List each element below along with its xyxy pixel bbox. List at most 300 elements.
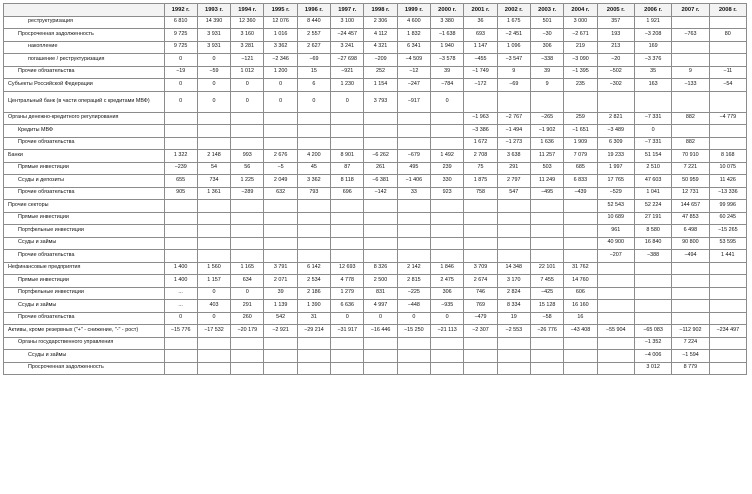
- table-row: [4, 41, 747, 54]
- value-cell: 1 492: [431, 150, 464, 163]
- value-cell: −121: [231, 54, 264, 67]
- value-cell: [164, 112, 197, 125]
- value-cell: [634, 300, 671, 313]
- value-cell: [497, 212, 530, 225]
- value-cell: 2 815: [397, 275, 430, 288]
- value-cell: 291: [231, 300, 264, 313]
- value-cell: −679: [397, 150, 430, 163]
- value-cell: [197, 237, 230, 250]
- value-cell: [597, 362, 634, 375]
- value-cell: 0: [231, 287, 264, 300]
- value-cell: [672, 54, 709, 67]
- value-cell: −1 902: [530, 125, 563, 138]
- value-cell: 0: [264, 79, 297, 92]
- value-cell: [709, 350, 746, 363]
- value-cell: [197, 362, 230, 375]
- value-cell: [709, 125, 746, 138]
- value-cell: −27 698: [331, 54, 364, 67]
- value-cell: −494: [672, 250, 709, 263]
- value-cell: [431, 350, 464, 363]
- value-cell: 11 257: [530, 150, 563, 163]
- value-cell: −2 451: [497, 29, 530, 42]
- value-cell: [497, 250, 530, 263]
- value-cell: [597, 275, 634, 288]
- table-row: [4, 162, 747, 175]
- value-cell: 758: [464, 187, 497, 200]
- value-cell: [597, 262, 634, 275]
- value-cell: [264, 125, 297, 138]
- table-row: [4, 150, 747, 163]
- value-cell: [331, 137, 364, 150]
- value-cell: [672, 91, 709, 112]
- value-cell: [530, 225, 563, 238]
- value-cell: [397, 350, 430, 363]
- report-table-container: [3, 3, 747, 375]
- year-column-header: 1993 г.: [197, 4, 230, 17]
- value-cell: 1 636: [530, 137, 563, 150]
- value-cell: 31 762: [564, 262, 597, 275]
- value-cell: 547: [497, 187, 530, 200]
- value-cell: −1 749: [464, 66, 497, 79]
- row-label: погашение / реструктуризация: [4, 54, 165, 67]
- value-cell: [397, 200, 430, 213]
- value-cell: 793: [297, 187, 330, 200]
- value-cell: −4 006: [634, 350, 671, 363]
- value-cell: [331, 112, 364, 125]
- value-cell: 6 810: [164, 16, 197, 29]
- value-cell: [431, 137, 464, 150]
- value-cell: −30: [530, 29, 563, 42]
- value-cell: [164, 337, 197, 350]
- value-cell: [497, 350, 530, 363]
- table-row: [4, 362, 747, 375]
- row-label: Ссуды и займы: [4, 350, 165, 363]
- value-cell: [164, 125, 197, 138]
- value-cell: [264, 212, 297, 225]
- value-cell: 47 603: [634, 175, 671, 188]
- value-cell: [264, 225, 297, 238]
- value-cell: 1 441: [709, 250, 746, 263]
- value-cell: 0: [231, 79, 264, 92]
- value-cell: 19: [497, 312, 530, 325]
- value-cell: −11: [709, 66, 746, 79]
- value-cell: [464, 337, 497, 350]
- row-label: Органы государственного управления: [4, 337, 165, 350]
- value-cell: [464, 91, 497, 112]
- value-cell: [364, 200, 397, 213]
- year-column-header: 1999 г.: [397, 4, 430, 17]
- value-cell: 8 326: [364, 262, 397, 275]
- value-cell: [364, 125, 397, 138]
- balance-of-payments-table: [3, 3, 747, 375]
- value-cell: [464, 212, 497, 225]
- value-cell: 235: [564, 79, 597, 92]
- value-cell: 1 909: [564, 137, 597, 150]
- value-cell: 3 709: [464, 262, 497, 275]
- year-column-header: 2002 г.: [497, 4, 530, 17]
- value-cell: 16 840: [634, 237, 671, 250]
- value-cell: 39: [264, 287, 297, 300]
- value-cell: [197, 200, 230, 213]
- value-cell: 9: [672, 66, 709, 79]
- value-cell: −12: [397, 66, 430, 79]
- value-cell: [497, 337, 530, 350]
- value-cell: −917: [397, 91, 430, 112]
- value-cell: [431, 362, 464, 375]
- value-cell: [597, 300, 634, 313]
- row-label: Органы денежно-кредитного регулирования: [4, 112, 165, 125]
- value-cell: −209: [364, 54, 397, 67]
- value-cell: 4 778: [331, 275, 364, 288]
- value-cell: [197, 112, 230, 125]
- row-label: Прямые инвестиции: [4, 212, 165, 225]
- value-cell: 696: [331, 187, 364, 200]
- value-cell: 52 543: [597, 200, 634, 213]
- value-cell: 0: [164, 91, 197, 112]
- value-cell: 39: [431, 66, 464, 79]
- value-cell: [397, 112, 430, 125]
- value-cell: 3 638: [497, 150, 530, 163]
- value-cell: 734: [197, 175, 230, 188]
- value-cell: 1 230: [331, 79, 364, 92]
- value-cell: [709, 54, 746, 67]
- value-cell: 3 170: [497, 275, 530, 288]
- value-cell: −225: [397, 287, 430, 300]
- value-cell: 39: [530, 66, 563, 79]
- value-cell: [672, 125, 709, 138]
- value-cell: −234 497: [709, 325, 746, 338]
- value-cell: 2 708: [464, 150, 497, 163]
- value-cell: −784: [431, 79, 464, 92]
- value-cell: [264, 237, 297, 250]
- value-cell: [231, 125, 264, 138]
- value-cell: [331, 125, 364, 138]
- value-cell: 1 832: [397, 29, 430, 42]
- value-cell: 193: [597, 29, 634, 42]
- table-row: [4, 112, 747, 125]
- value-cell: 9: [497, 66, 530, 79]
- value-cell: 1 279: [331, 287, 364, 300]
- value-cell: −6 381: [364, 175, 397, 188]
- value-cell: 87: [331, 162, 364, 175]
- value-cell: [264, 250, 297, 263]
- value-cell: 12 360: [231, 16, 264, 29]
- value-cell: [709, 16, 746, 29]
- value-cell: ...: [164, 300, 197, 313]
- value-cell: [672, 262, 709, 275]
- value-cell: [634, 287, 671, 300]
- value-cell: −26 776: [530, 325, 563, 338]
- value-cell: 3 380: [431, 16, 464, 29]
- value-cell: [597, 287, 634, 300]
- value-cell: −338: [530, 54, 563, 67]
- value-cell: 60 245: [709, 212, 746, 225]
- value-cell: [431, 225, 464, 238]
- value-cell: −1 395: [564, 66, 597, 79]
- table-row: [4, 262, 747, 275]
- value-cell: 50 959: [672, 175, 709, 188]
- value-cell: [564, 350, 597, 363]
- value-cell: 1 846: [431, 262, 464, 275]
- table-row: [4, 91, 747, 112]
- value-cell: 993: [231, 150, 264, 163]
- table-row: [4, 237, 747, 250]
- value-cell: 261: [364, 162, 397, 175]
- value-cell: 52 224: [634, 200, 671, 213]
- value-cell: 3 791: [264, 262, 297, 275]
- value-cell: [709, 262, 746, 275]
- value-cell: 1 875: [464, 175, 497, 188]
- value-cell: −1 651: [564, 125, 597, 138]
- value-cell: [364, 337, 397, 350]
- value-cell: 2 306: [364, 16, 397, 29]
- value-cell: −239: [164, 162, 197, 175]
- value-cell: 3 000: [564, 16, 597, 29]
- value-cell: [564, 200, 597, 213]
- value-cell: [331, 200, 364, 213]
- value-cell: −112 902: [672, 325, 709, 338]
- value-cell: [564, 212, 597, 225]
- value-cell: 542: [264, 312, 297, 325]
- value-cell: −425: [530, 287, 563, 300]
- table-row: [4, 16, 747, 29]
- value-cell: [264, 350, 297, 363]
- value-cell: 7 224: [672, 337, 709, 350]
- value-cell: 2 148: [197, 150, 230, 163]
- value-cell: 90 800: [672, 237, 709, 250]
- value-cell: 14 390: [197, 16, 230, 29]
- value-cell: 14 760: [564, 275, 597, 288]
- value-cell: 330: [431, 175, 464, 188]
- table-row: [4, 212, 747, 225]
- value-cell: [397, 137, 430, 150]
- value-cell: −763: [672, 29, 709, 42]
- value-cell: [672, 300, 709, 313]
- value-cell: [497, 225, 530, 238]
- value-cell: 2 500: [364, 275, 397, 288]
- value-cell: [597, 337, 634, 350]
- value-cell: [709, 337, 746, 350]
- value-cell: [264, 337, 297, 350]
- value-cell: 213: [597, 41, 634, 54]
- row-label: Портфельные инвестиции: [4, 287, 165, 300]
- value-cell: 8 168: [709, 150, 746, 163]
- value-cell: [164, 250, 197, 263]
- value-cell: 1 165: [231, 262, 264, 275]
- value-cell: [709, 300, 746, 313]
- row-label: Центральный банк (в части операций с кредитами МВФ): [4, 91, 165, 112]
- value-cell: [397, 337, 430, 350]
- value-cell: 693: [464, 29, 497, 42]
- value-cell: [164, 237, 197, 250]
- table-header-row: [4, 4, 747, 17]
- value-cell: −69: [297, 54, 330, 67]
- value-cell: [164, 212, 197, 225]
- row-label-header: [4, 4, 165, 17]
- value-cell: −21 113: [431, 325, 464, 338]
- value-cell: −3 090: [564, 54, 597, 67]
- table-row: [4, 187, 747, 200]
- value-cell: −2 921: [264, 325, 297, 338]
- value-cell: 882: [672, 112, 709, 125]
- value-cell: 259: [564, 112, 597, 125]
- value-cell: [564, 237, 597, 250]
- value-cell: −5: [264, 162, 297, 175]
- value-cell: [464, 225, 497, 238]
- value-cell: −54: [709, 79, 746, 92]
- value-cell: 4 997: [364, 300, 397, 313]
- value-cell: [331, 225, 364, 238]
- value-cell: 6 636: [331, 300, 364, 313]
- value-cell: [331, 250, 364, 263]
- value-cell: [530, 237, 563, 250]
- value-cell: −142: [364, 187, 397, 200]
- value-cell: [297, 125, 330, 138]
- row-label: Портфельные инвестиции: [4, 225, 165, 238]
- value-cell: [464, 362, 497, 375]
- value-cell: [197, 137, 230, 150]
- value-cell: 219: [564, 41, 597, 54]
- value-cell: 1 016: [264, 29, 297, 42]
- table-row: [4, 66, 747, 79]
- value-cell: [164, 225, 197, 238]
- value-cell: [297, 137, 330, 150]
- value-cell: 9 725: [164, 29, 197, 42]
- value-cell: [264, 112, 297, 125]
- value-cell: [231, 362, 264, 375]
- value-cell: 56: [231, 162, 264, 175]
- value-cell: [297, 337, 330, 350]
- value-cell: [530, 337, 563, 350]
- value-cell: [464, 200, 497, 213]
- value-cell: −265: [530, 112, 563, 125]
- row-label: Прочие обязательства: [4, 137, 165, 150]
- value-cell: 882: [672, 137, 709, 150]
- value-cell: 53 595: [709, 237, 746, 250]
- value-cell: 291: [497, 162, 530, 175]
- value-cell: 0: [164, 312, 197, 325]
- table-row: [4, 225, 747, 238]
- value-cell: −439: [564, 187, 597, 200]
- value-cell: 769: [464, 300, 497, 313]
- value-cell: 1 675: [497, 16, 530, 29]
- row-label: Ссуды и депозиты: [4, 175, 165, 188]
- value-cell: 0: [197, 312, 230, 325]
- value-cell: 35: [634, 66, 671, 79]
- value-cell: [634, 91, 671, 112]
- value-cell: 1 225: [231, 175, 264, 188]
- year-column-header: 2007 г.: [672, 4, 709, 17]
- row-label: Кредиты МВФ: [4, 125, 165, 138]
- value-cell: 634: [231, 275, 264, 288]
- value-cell: 45: [297, 162, 330, 175]
- value-cell: −3 386: [464, 125, 497, 138]
- value-cell: [497, 362, 530, 375]
- value-cell: [530, 250, 563, 263]
- year-column-header: 1998 г.: [364, 4, 397, 17]
- value-cell: 80: [709, 29, 746, 42]
- value-cell: [364, 250, 397, 263]
- value-cell: −4 779: [709, 112, 746, 125]
- value-cell: −2 767: [497, 112, 530, 125]
- value-cell: 11 249: [530, 175, 563, 188]
- value-cell: [231, 350, 264, 363]
- value-cell: [464, 237, 497, 250]
- value-cell: [397, 362, 430, 375]
- value-cell: [634, 312, 671, 325]
- value-cell: [231, 337, 264, 350]
- value-cell: [231, 225, 264, 238]
- value-cell: −59: [197, 66, 230, 79]
- row-label: Активы, кроме резервных ("+" - снижение, "-" - рост): [4, 325, 165, 338]
- value-cell: 1 997: [597, 162, 634, 175]
- value-cell: 2 676: [264, 150, 297, 163]
- value-cell: −388: [634, 250, 671, 263]
- table-row: [4, 287, 747, 300]
- value-cell: 4 200: [297, 150, 330, 163]
- value-cell: [297, 112, 330, 125]
- value-cell: [431, 200, 464, 213]
- value-cell: [364, 362, 397, 375]
- value-cell: −3 208: [634, 29, 671, 42]
- value-cell: [530, 350, 563, 363]
- value-cell: −448: [397, 300, 430, 313]
- value-cell: [564, 250, 597, 263]
- value-cell: [364, 212, 397, 225]
- value-cell: −6 262: [364, 150, 397, 163]
- value-cell: 0: [197, 79, 230, 92]
- value-cell: [164, 137, 197, 150]
- value-cell: 0: [297, 91, 330, 112]
- value-cell: −207: [597, 250, 634, 263]
- value-cell: 2 049: [264, 175, 297, 188]
- row-label: Нефинансовые предприятия: [4, 262, 165, 275]
- value-cell: 8 580: [634, 225, 671, 238]
- value-cell: 0: [164, 79, 197, 92]
- value-cell: −3 376: [634, 54, 671, 67]
- value-cell: 3 241: [331, 41, 364, 54]
- value-cell: −13 336: [709, 187, 746, 200]
- value-cell: 75: [464, 162, 497, 175]
- value-cell: 905: [164, 187, 197, 200]
- value-cell: 1 154: [364, 79, 397, 92]
- value-cell: 6 833: [564, 175, 597, 188]
- value-cell: −7 331: [634, 137, 671, 150]
- value-cell: [564, 91, 597, 112]
- value-cell: 16: [564, 312, 597, 325]
- value-cell: 2 534: [297, 275, 330, 288]
- value-cell: 2 475: [431, 275, 464, 288]
- value-cell: [331, 237, 364, 250]
- year-column-header: 1995 г.: [264, 4, 297, 17]
- value-cell: [297, 200, 330, 213]
- value-cell: [597, 91, 634, 112]
- year-column-header: 2004 г.: [564, 4, 597, 17]
- value-cell: 7 079: [564, 150, 597, 163]
- value-cell: [297, 350, 330, 363]
- value-cell: 54: [197, 162, 230, 175]
- value-cell: [231, 200, 264, 213]
- value-cell: 11 426: [709, 175, 746, 188]
- value-cell: 7 455: [530, 275, 563, 288]
- value-cell: [231, 112, 264, 125]
- value-cell: −31 917: [331, 325, 364, 338]
- value-cell: [164, 362, 197, 375]
- value-cell: 306: [530, 41, 563, 54]
- value-cell: 2 510: [634, 162, 671, 175]
- value-cell: 2 186: [297, 287, 330, 300]
- value-cell: 2 797: [497, 175, 530, 188]
